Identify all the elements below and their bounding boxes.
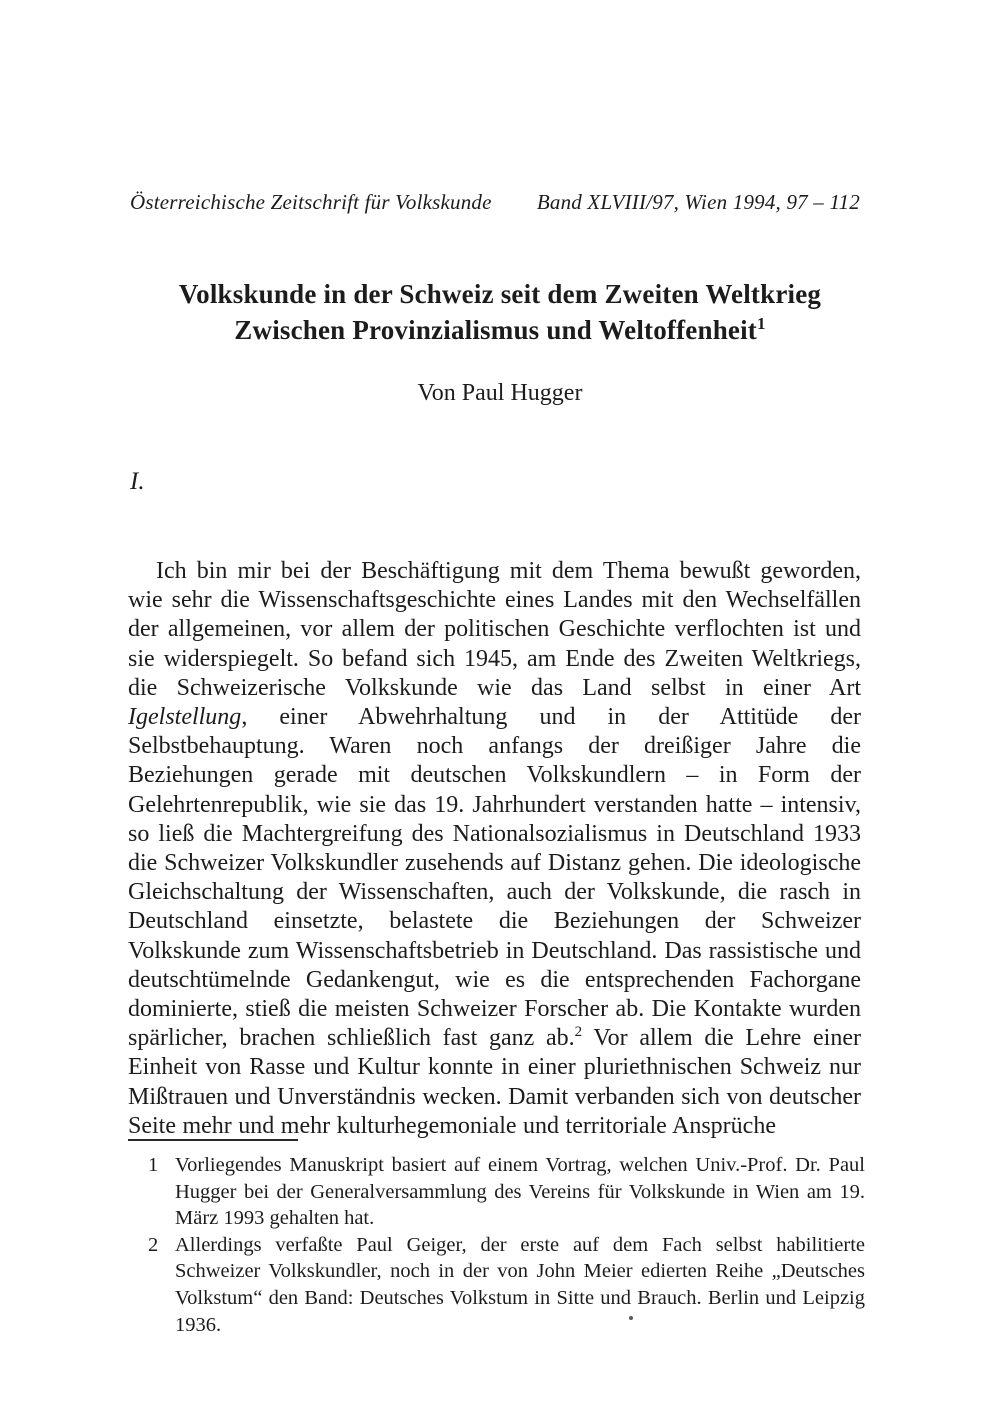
article-title — [0, 276, 1000, 348]
body-segment: , einer Abwehrhaltung und in der Attitüde der Selbstbehauptung. Waren noch anfangs der dreißiger Jahre die Beziehungen gerade mit deutschen Volkskundlern – in Form der Gelehrtenrepublik, wie sie das 19. Jahrhundert verstanden hatte – intensiv, so ließ die Machtergreifung des Nationalsozialismus in Deutschland 1933 die Schweizer Volkskundler zusehends auf Distanz gehen. Die ideologische Gleichschaltung der Wissenschaften, auch der Volkskunde, die rasch in Deutschland einsetzte, belastete die Beziehungen der Schweizer Volkskunde zum Wissenschaftsbetrieb in Deutschland. Das rassistische und deutschtümelnde Gedankengut, wie es die entsprechenden Fachorgane dominierte, stieß die meisten Schweizer Forscher ab. Die Kontakte wurden spärlicher, brachen schließlich fast ganz ab. — [128, 704, 861, 1052]
running-head — [130, 190, 860, 215]
footnote-text: Vorliegendes Manuskript basiert auf einem Vortrag, welchen Univ.-Prof. Dr. Paul Hugger bei der Generalversammlung des Vereins für Volkskunde in Wien am 19. März 1993 gehalten hat. — [175, 1154, 865, 1230]
issue-info: Band XLVIII/97, Wien 1994, 97 – 112 — [536, 190, 860, 214]
footnote-separator-rule — [128, 1139, 298, 1141]
footnote — [128, 1232, 865, 1338]
body-segment-sup: 2 — [574, 1024, 583, 1041]
journal-name: Österreichische Zeitschrift für Volkskunde — [130, 190, 492, 214]
footnote-number: 2 — [148, 1233, 159, 1256]
footnote — [128, 1152, 865, 1232]
footnotes-block — [128, 1152, 865, 1338]
footnote-number: 1 — [148, 1154, 159, 1176]
footnote-text: Allerdings verfaßte Paul Geiger, der erste auf dem Fach selbst habilitierte Schweizer Volkskundler, noch in der von John Meier edierten Reihe „Deutsches Volkstum“ den Band: Deutsches Volkstum in Sitte und Brauch. Berlin und Leipzig 1936. — [175, 1233, 865, 1336]
author-byline: Von Paul Hugger — [417, 380, 583, 406]
body-segment-italic: Igelstellung — [128, 704, 242, 731]
body-segment: Ich bin mir bei der Beschäftigung mit dem Thema bewußt geworden, wie sehr die Wissenschaftsgeschichte eines Landes mit den Wechselfällen der allgemeinen, vor allem der politischen Geschichte verflochten ist und sie widerspiegelt. So befand sich 1945, am Ende des Zweiten Weltkriegs, die Schweizerische Volkskunde wie das Land selbst in einer Art — [128, 558, 861, 701]
scan-artifact-dot — [629, 1316, 633, 1320]
article-subtitle-text: Zwischen Provinzialismus und Weltoffenheit — [234, 315, 757, 345]
section-numeral: I. — [130, 468, 145, 495]
body-segment: Vor allem die Lehre einer Einheit von Rasse und Kultur konnte in einer pluriethnischen Schweiz nur Mißtrauen und Unverständnis wecken. Damit verbanden sich von deutscher Seite mehr und mehr kulturhegemoniale und territoriale Ansprüche — [128, 1025, 861, 1139]
article-title-line1: Volkskunde in der Schweiz seit dem Zweiten Weltkrieg — [178, 279, 822, 309]
body-paragraph — [128, 557, 861, 1141]
article-title-line2 — [0, 312, 1000, 348]
title-footnote-ref: 1 — [757, 314, 766, 333]
